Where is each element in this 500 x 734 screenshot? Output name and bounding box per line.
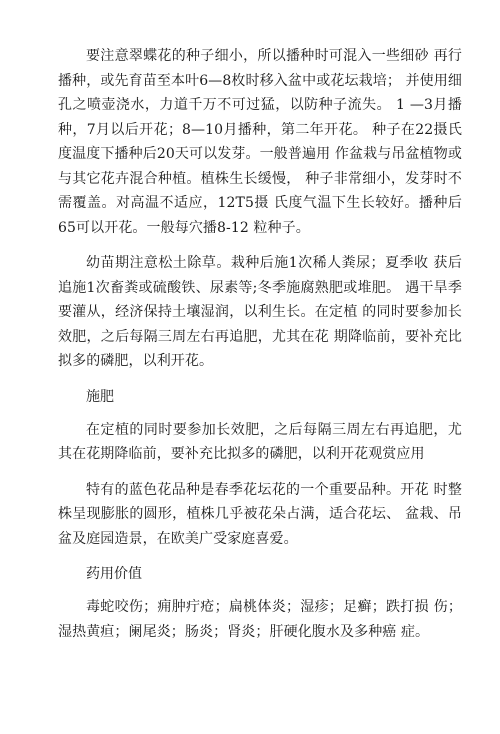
medicinal-heading: 药用价值 (86, 566, 142, 582)
sowing-paragraph: 要注意翠蝶花的种子细小，所以播种时可混入一些细砂 再行播种，或先育苗至本叶6—8枚时移入盆中或花坛栽培； 并使用细孔之喷壶浇水，力道千万不可过猛，以防种子流失。 1 —3月播种，7月以后开花；8—10月播种，第二年开花。 种子在22摄氏度温度下播种后20天可以发芽。一般普遍用 作盆栽与吊盆植物或与其它花卉混合种植。植株生长缓慢， 种子非常细小，发芽时不需覆盖。对高温不适应，12T5摄 氏度气温下生长较好。播种后65可以开花。一般每穴播8-12 粒种子。 (58, 48, 462, 236)
fertilize-heading: 施肥 (86, 388, 114, 405)
seedling-care-paragraph: 幼苗期注意松土除草。栽种后施1次稀人粪尿；夏季收 获后追施1次畜粪或硫酸铁、尿素等;冬季施腐熟肥或堆肥。 遇干旱季要灌从，经济保持土壤湿润，以利生长。在定植 的同时要参加长效肥，之后每隔三周左右再追肥，尤其在花 期降临前，要补充比拟多的磷肥，以利开花。 (58, 255, 462, 369)
fertilize-paragraph: 在定植的同时要参加长效肥，之后每隔三周左右再追肥，尤其在花期降临前，要补充比拟多的磷肥，以利开花观赏应用 (58, 421, 462, 462)
medicinal-paragraph: 毒蛇咬伤；痈肿疔疮；扁桃体炎；湿疹；足癣；跌打损 伤；湿热黄疸；阑尾炎；肠炎；肾炎；肝硬化腹水及多种癌 症。 (58, 599, 462, 640)
variety-paragraph: 特有的蓝色花品种是春季花坛花的一个重要品种。开花 时整株呈现膨胀的圆形，植株几乎被花朵占满，适合花坛、 盆栽、吊盆及庭园造景，在欧美广受家庭喜爱。 (58, 481, 462, 547)
document-page (58, 44, 462, 655)
